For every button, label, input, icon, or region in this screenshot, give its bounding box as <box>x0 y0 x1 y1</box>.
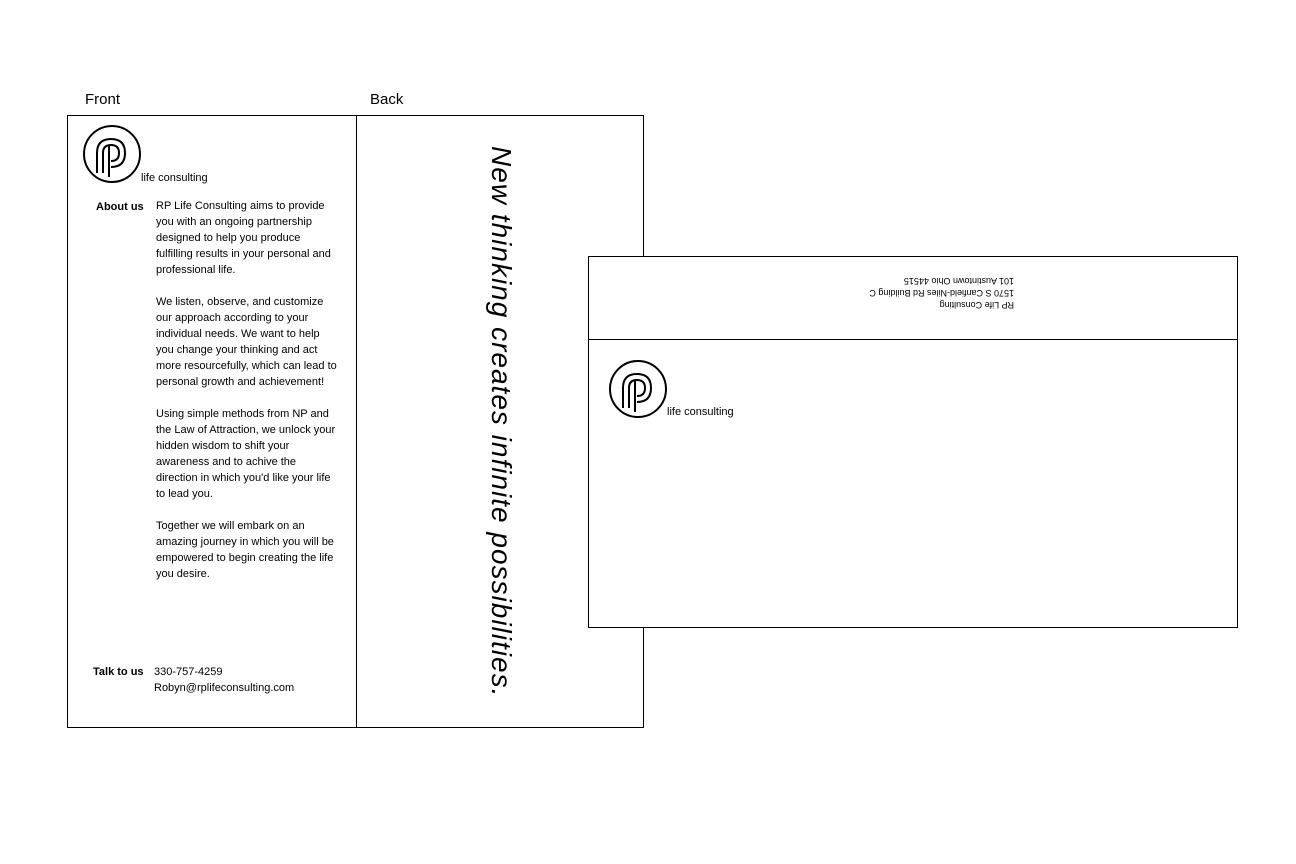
about-paragraph: We listen, observe, and customize our approach according to your individual needs. We want to help you change your thinking and act more resourcefully, which can lead to personal growth and achievement! <box>156 296 337 388</box>
front-label: Front <box>85 91 121 108</box>
brand-logo <box>83 125 208 184</box>
talk-to-us-label: Talk to us <box>93 666 144 678</box>
about-paragraph: RP Life Consulting aims to provide you with an ongoing partnership designed to help you produce fulfilling results in your personal and professional life. <box>156 200 331 276</box>
return-address-line: 1570 S Canfield-Niles Rd Building C <box>869 288 1014 298</box>
return-address <box>839 275 1014 311</box>
back-label: Back <box>370 91 404 108</box>
about-paragraph: Together we will embark on an amazing journey in which you will be empowered to begin creating the life you desire. <box>156 520 334 580</box>
envelope-flap <box>589 257 1237 340</box>
envelope-logo <box>609 360 734 418</box>
brochure-front-panel <box>67 115 357 728</box>
contact-phone: 330-757-4259 <box>154 666 223 678</box>
back-tagline: New thinking creates infinite possibilities. <box>486 146 517 698</box>
logo-mark-icon <box>83 125 141 183</box>
logo-mark-icon <box>609 360 667 418</box>
return-address-line: RP Life Consulting <box>939 300 1014 310</box>
about-us-text <box>156 198 339 598</box>
about-paragraph: Using simple methods from NP and the Law of Attraction, we unlock your hidden wisdom to shift your awareness and to achive the direction in which you'd like your life to lead you. <box>156 408 336 500</box>
return-address-line: 101 Austintown Ohio 44515 <box>903 276 1014 286</box>
envelope <box>588 256 1238 628</box>
contact-email: Robyn@rplifeconsulting.com <box>154 682 295 694</box>
logo-text: life consulting <box>667 406 734 418</box>
logo-text: life consulting <box>141 172 208 184</box>
about-us-label: About us <box>96 201 144 213</box>
